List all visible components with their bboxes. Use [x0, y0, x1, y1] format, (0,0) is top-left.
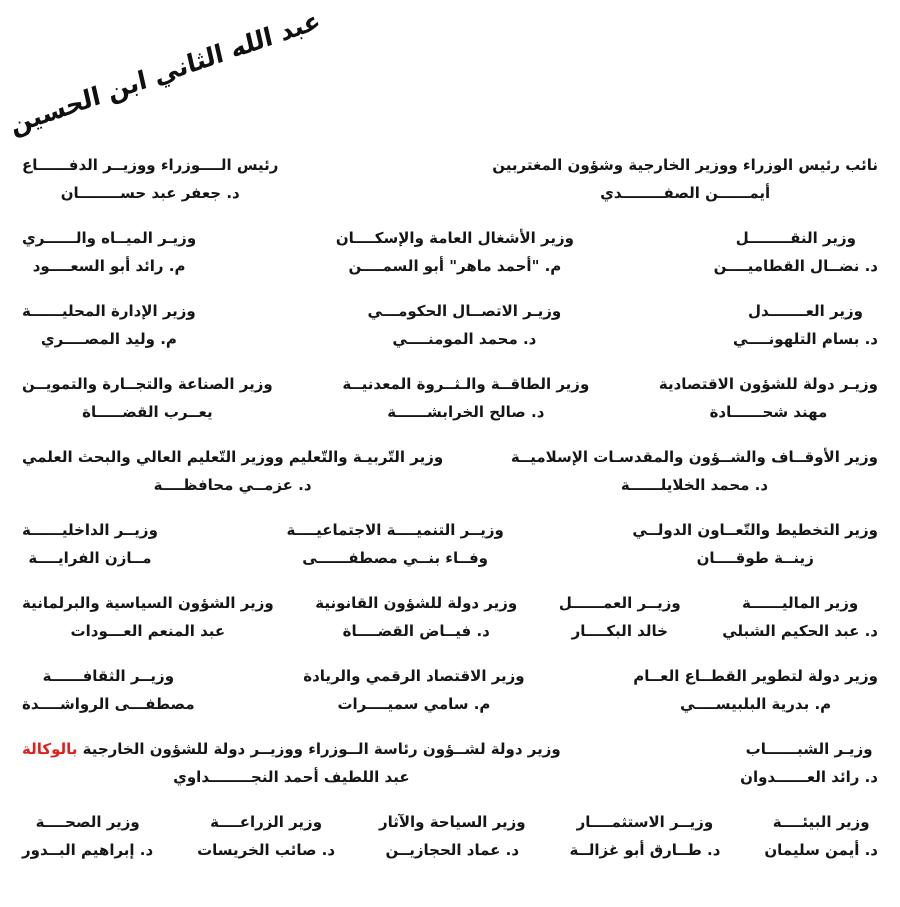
minister-name: د. رائد العــــــدوان: [740, 768, 878, 786]
minister-name: د. صالح الخرابشــــــة: [387, 403, 545, 421]
minister-title: وزيـر الشبــــــاب: [745, 740, 873, 758]
minister-title: وزير الماليــــــة: [742, 594, 859, 612]
minister-title: وزير الإدارة المحليــــــة: [22, 302, 196, 320]
minister-entry: [659, 375, 878, 421]
minister-name: مــازن الفرايــــة: [28, 549, 152, 567]
minister-title: وزير الصحــــة: [35, 813, 140, 831]
minister-entry: [379, 813, 526, 859]
minister-entry: [197, 813, 335, 859]
minister-title: رئيس الــــوزراء ووزيــر الدفــــــاع: [22, 156, 279, 174]
minister-entry: [569, 813, 720, 859]
minister-entry: [303, 667, 524, 713]
minister-name: يعــرب القضـــــاة: [82, 403, 213, 421]
minister-name: د. أيمن سليمان: [764, 841, 878, 859]
minister-name: مهند شحــــــادة: [709, 403, 828, 421]
minister-title: وزيـر الميــاه والــــــري: [22, 229, 197, 247]
minister-name: زينــة طوقــــان: [696, 549, 814, 567]
minister-entry: [22, 813, 153, 859]
minister-entry: [315, 594, 517, 640]
acting-label: بالوكالة: [22, 740, 78, 758]
minister-entry: [714, 229, 878, 275]
minister-title: [22, 740, 561, 758]
minister-entry: [342, 375, 589, 421]
minister-title: وزير النقــــــــل: [735, 229, 856, 247]
minister-entry: [22, 302, 196, 348]
minister-name: د. محمد الخلايلــــــة: [620, 476, 769, 494]
minister-entry: [22, 521, 158, 567]
minister-title: وزير الاقتصاد الرقمي والريادة: [303, 667, 525, 685]
ministers-row-9: [22, 740, 878, 786]
ministers-row-2: [22, 229, 878, 275]
minister-name: عبد اللطيف أحمد النجــــــــداوي: [173, 768, 410, 786]
ministers-row-5: [22, 448, 878, 494]
minister-name: مصطفـــى الرواشــــدة: [22, 695, 195, 713]
minister-entry: [722, 594, 878, 640]
minister-title: وزير دولة لتطوير القطــاع العــام: [633, 667, 878, 685]
minister-title: وزير السياحة والآثار: [378, 813, 526, 831]
ministers-row-7: [22, 594, 878, 640]
minister-title: وزيــر الثقافــــــة: [42, 667, 175, 685]
minister-title: وزيــر العمــــــل: [558, 594, 681, 612]
minister-title: وزير الأشغال العامة والإسكــــان: [335, 229, 574, 247]
minister-name: د. جعفر عبد حســــــــان: [60, 184, 240, 202]
ministers-row-6: [22, 521, 878, 567]
minister-title: وزيـر دولة للشؤون الاقتصادية: [658, 375, 878, 393]
minister-entry: [22, 156, 278, 202]
minister-name: د. بسام التلهونــــي: [732, 330, 878, 348]
minister-name: خالد البكــــار: [571, 622, 668, 640]
minister-name: م. وليد المصــــري: [40, 330, 177, 348]
ministers-row-4: [22, 375, 878, 421]
minister-name: م. بدرية البلبيســــي: [680, 695, 832, 713]
minister-entry: [633, 667, 878, 713]
minister-title: وزير الصناعة والتجــارة والتمويــن: [22, 375, 273, 393]
minister-entry: [368, 302, 562, 348]
minister-entry: [22, 740, 561, 786]
minister-entry: [733, 302, 878, 348]
minister-name: م. سامي سميــــرات: [337, 695, 491, 713]
minister-title: وزيــر الاستثمــــار: [576, 813, 714, 831]
minister-title: وزيـر الاتصــال الحكومـــي: [367, 302, 562, 320]
minister-entry: [492, 156, 878, 202]
minister-entry: [559, 594, 681, 640]
minister-name: د. صائب الخريسات: [197, 841, 336, 859]
minister-entry: [286, 521, 503, 567]
minister-entry: [22, 229, 196, 275]
minister-entry: [22, 594, 274, 640]
ministers-row-1: [22, 156, 878, 202]
minister-name: د. إبراهيم البــدور: [22, 841, 154, 859]
minister-entry: [632, 521, 878, 567]
minister-name: م. "أحمد ماهر" أبو السمــــن: [348, 257, 562, 275]
minister-name: عبد المنعم العـــودات: [70, 622, 226, 640]
minister-title-text: وزير دولة لشــؤون رئاسة الــوزراء ووزيــر دولة للشؤون الخارجية: [82, 740, 561, 758]
minister-entry: [740, 740, 878, 786]
minister-title: وزير البيئــــة: [772, 813, 870, 831]
minister-title: وزير التخطيط والتّعــاون الدولــي: [632, 521, 878, 539]
minister-name: د. نضــال القطاميــــن: [713, 257, 878, 275]
minister-entry: [511, 448, 878, 494]
minister-title: وزير الشؤون السياسية والبرلمانية: [22, 594, 274, 612]
minister-name: د. محمد المومنــــي: [392, 330, 537, 348]
minister-entry: [22, 375, 273, 421]
minister-name: د. عبد الحكيم الشبلي: [722, 622, 878, 640]
ministers-row-10: [22, 813, 878, 859]
minister-title: وزيــر الداخليــــــة: [22, 521, 158, 539]
minister-entry: [336, 229, 574, 275]
minister-title: وزير العـــــــدل: [748, 302, 863, 320]
minister-title: وزير دولة للشؤون القانونية: [315, 594, 518, 612]
ministers-row-3: [22, 302, 878, 348]
minister-title: وزير الزراعــــة: [210, 813, 323, 831]
minister-name: أيمــــــن الصفــــــــدي: [600, 184, 771, 202]
minister-title: وزير التّربيـة والتّعليم ووزير التّعليم العالي والبحث العلمي: [22, 448, 444, 466]
minister-name: وفــاء بنــي مصطفــــــى: [302, 549, 489, 567]
minister-title: وزير الطاقــة والـثــروة المعدنيــة: [342, 375, 590, 393]
minister-name: د. عماد الحجازيــن: [385, 841, 520, 859]
minister-name: م. رائد أبو السعــــود: [32, 257, 186, 275]
minister-title: وزير الأوقــاف والشــؤون والمقدسـات الإسلاميــة: [510, 448, 878, 466]
minister-name: د. فيــاض القضــــاة: [342, 622, 490, 640]
ministers-row-8: [22, 667, 878, 713]
minister-name: د. عزمــي محافظــــة: [153, 476, 312, 494]
minister-title: نائب رئيس الوزراء ووزير الخارجية وشؤون المغتربين: [492, 156, 878, 174]
minister-entry: [764, 813, 878, 859]
minister-title: وزيــر التنميــــة الاجتماعيــــة: [286, 521, 504, 539]
royal-signature: عبد الله الثاني ابن الحسين: [7, 5, 324, 140]
minister-name: د. طــارق أبو غزالــة: [569, 841, 721, 859]
minister-entry: [22, 448, 443, 494]
minister-entry: [22, 667, 195, 713]
cabinet-ministers-list: [0, 156, 900, 886]
